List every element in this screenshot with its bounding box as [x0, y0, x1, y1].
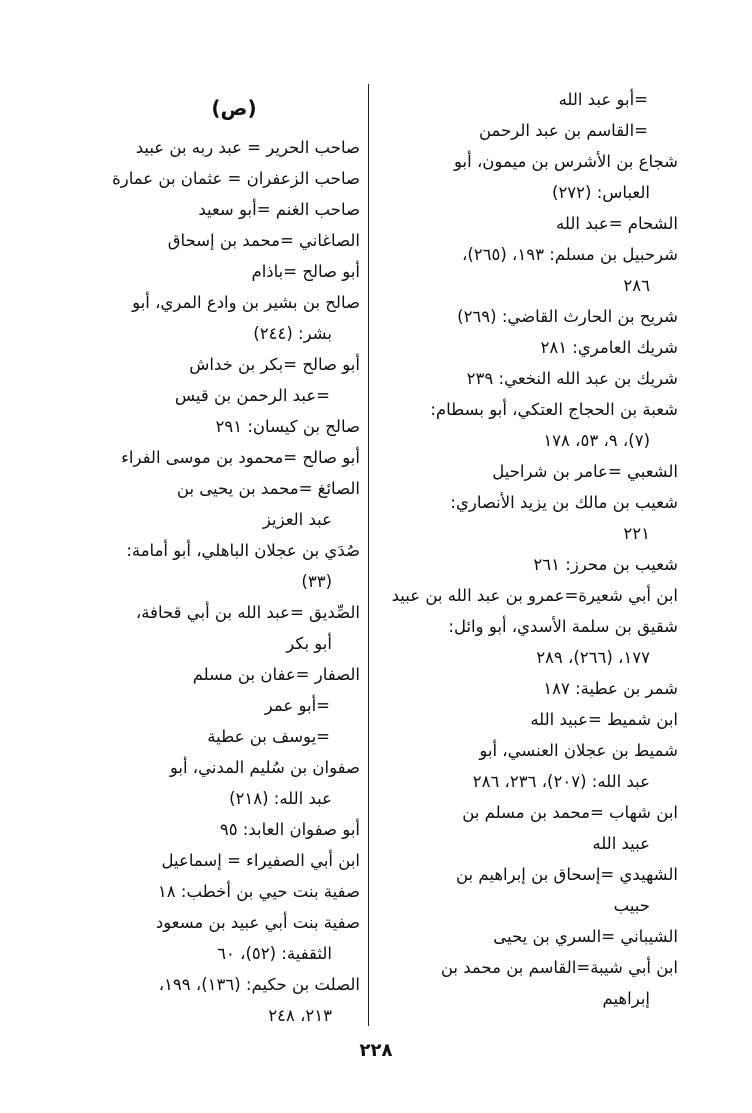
- index-entry: [108, 287, 360, 349]
- index-entry: [378, 239, 678, 301]
- entry-text: شميط بن عجلان العنسي، أبو: [479, 741, 678, 760]
- index-entry: [378, 301, 678, 332]
- entry-continuation: ٢٢١: [623, 524, 650, 543]
- entry-text: شمر بن عطية: ١٨٧: [543, 679, 678, 698]
- entry-text: الشحام =عبد الله: [556, 214, 678, 233]
- entry-text: =أبو عبد الله: [558, 90, 648, 109]
- entry-text: ابن شميط =عبيد الله: [530, 710, 678, 729]
- index-entry: [378, 208, 678, 239]
- entry-continuation: حبيب: [613, 896, 650, 915]
- entry-text: صُدَي بن عجلان الباهلي، أبو أمامة:: [126, 541, 360, 560]
- entry-continuation: عبيد الله: [592, 834, 650, 853]
- entry-text: الشهيدي =إسحاق بن إبراهيم بن: [455, 865, 678, 884]
- entry-continuation: عبد العزيز: [262, 510, 332, 529]
- index-entry: [108, 132, 360, 163]
- entry-text: ابن أبي شعيرة=عمرو بن عبد الله بن عبيد: [391, 586, 678, 605]
- page-number: ٢٢٨: [359, 1040, 393, 1061]
- index-entry: [378, 952, 678, 1014]
- index-entry: [108, 721, 360, 752]
- index-entry: [108, 411, 360, 442]
- entry-text: صاحب الغنم =أبو سعيد: [198, 200, 360, 219]
- entry-text: =القاسم بن عبد الرحمن: [478, 121, 648, 140]
- entry-text: صاحب الزعفران = عثمان بن عمارة: [112, 169, 360, 188]
- entry-continuation: عبد الله: (٢٠٧)، ٢٣٦، ٢٨٦: [472, 772, 650, 791]
- index-entry: [378, 332, 678, 363]
- entry-continuation: عبد الله: (٢١٨): [229, 789, 332, 808]
- index-entry: [108, 814, 360, 845]
- entry-text: الصائغ =محمد بن يحيى بن: [176, 479, 360, 498]
- entry-text: ابن شهاب =محمد بن مسلم بن: [462, 803, 678, 822]
- entry-continuation: بشر: (٢٤٤): [253, 324, 332, 343]
- entry-text: ابن أبي الصفيراء = إسماعيل: [161, 851, 360, 870]
- index-entry: [108, 752, 360, 814]
- index-entry: [108, 163, 360, 194]
- entry-text: شجاع بن الأشرس بن ميمون، أبو: [454, 152, 678, 171]
- index-entry: [378, 580, 678, 611]
- index-entry: [378, 797, 678, 859]
- index-entry: [378, 146, 678, 208]
- entry-text: صفية بنت حيي بن أخطب: ١٨: [157, 882, 360, 901]
- entry-continuation: أبو بكر: [286, 634, 332, 653]
- index-entry: [378, 735, 678, 797]
- entry-text: شعبة بن الحجاج العتكي، أبو بسطام:: [430, 400, 678, 419]
- entry-text: شعيب بن محرز: ٢٦١: [533, 555, 678, 574]
- index-entry: [378, 611, 678, 673]
- index-entry: [108, 442, 360, 473]
- entry-continuation: (٣٣): [301, 572, 332, 591]
- index-entry: [378, 363, 678, 394]
- index-entry: [378, 487, 678, 549]
- entry-text: أبو صفوان العابد: ٩٥: [219, 820, 360, 839]
- index-entry: [108, 659, 360, 690]
- entry-text: =أبو عمر: [264, 696, 330, 715]
- entry-continuation: إبراهيم: [602, 989, 650, 1008]
- section-heading: (ص): [211, 96, 257, 120]
- index-entry: [108, 380, 360, 411]
- entry-text: ابن أبي شيبة=القاسم بن محمد بن: [440, 958, 678, 977]
- entry-text: شريك بن عبد الله النخعي: ٢٣٩: [466, 369, 678, 388]
- index-entry: [108, 845, 360, 876]
- index-entry: [108, 597, 360, 659]
- entry-text: شريح بن الحارث القاضي: (٢٦٩): [457, 307, 678, 326]
- entry-text: الشعبي =عامر بن شراحيل: [492, 462, 678, 481]
- entry-continuation: ٢١٣، ٢٤٨: [268, 1006, 332, 1025]
- entry-text: شريك العامري: ٢٨١: [540, 338, 678, 357]
- index-entry: [378, 115, 678, 146]
- entry-text: أبو صالح =بكر بن خداش: [189, 355, 360, 374]
- index-entry: [108, 225, 360, 256]
- entry-continuation: ١٧٧، (٢٦٦)، ٢٨٩: [536, 648, 650, 667]
- index-entry: [108, 194, 360, 225]
- entry-text: =يوسف بن عطية: [207, 727, 330, 746]
- index-entry: [108, 349, 360, 380]
- entry-continuation: ٢٨٦: [623, 276, 650, 295]
- entry-text: شرحبيل بن مسلم: ١٩٣، (٢٦٥)،: [462, 245, 678, 264]
- left-column: [108, 84, 360, 1031]
- index-entry: [378, 394, 678, 456]
- entry-continuation: الثقفية: (٥٢)، ٦٠: [217, 944, 332, 963]
- entry-text: =عبد الرحمن بن قيس: [174, 386, 330, 405]
- entry-text: صالح بن بشير بن وادع المري، أبو: [132, 293, 360, 312]
- entry-text: الصفار =عفان بن مسلم: [192, 665, 360, 684]
- entry-text: أبو صالح =محمود بن موسى الفراء: [121, 448, 360, 467]
- entry-continuation: العباس: (٢٧٢): [552, 183, 650, 202]
- entry-text: الصاغاني =محمد بن إسحاق: [167, 231, 360, 250]
- index-entry: [378, 456, 678, 487]
- right-column: [378, 84, 678, 1014]
- entry-text: أبو صالح =باذام: [251, 262, 360, 281]
- index-entry: [378, 84, 678, 115]
- index-entry: [108, 876, 360, 907]
- entry-text: صاحب الحرير = عبد ربه بن عبيد: [135, 138, 360, 157]
- entry-text: الشيباني =السري بن يحيى: [493, 927, 678, 946]
- index-entry: [108, 473, 360, 535]
- index-entry: [378, 704, 678, 735]
- index-entry: [378, 921, 678, 952]
- entry-text: الصِّديق =عبد الله بن أبي قحافة،: [135, 603, 360, 622]
- entry-text: الصلت بن حكيم: (١٣٦)، ١٩٩،: [158, 975, 360, 994]
- index-entry: [108, 690, 360, 721]
- index-entry: [378, 549, 678, 580]
- entry-continuation: (٧)، ٩، ٥٣، ١٧٨: [543, 431, 650, 450]
- index-entry: [108, 969, 360, 1031]
- entry-text: شعيب بن مالك بن يزيد الأنصاري:: [450, 493, 678, 512]
- entry-text: صالح بن كيسان: ٢٩١: [215, 417, 360, 436]
- index-entry: [108, 256, 360, 287]
- entry-text: صفوان بن سُليم المدني، أبو: [169, 758, 360, 777]
- index-entry: [108, 907, 360, 969]
- index-entry: [108, 535, 360, 597]
- column-divider: [368, 84, 369, 1026]
- entry-text: شقيق بن سلمة الأسدي، أبو وائل:: [448, 617, 678, 636]
- index-entry: [378, 859, 678, 921]
- entry-text: صفية بنت أبي عبيد بن مسعود: [155, 913, 360, 932]
- index-entry: [378, 673, 678, 704]
